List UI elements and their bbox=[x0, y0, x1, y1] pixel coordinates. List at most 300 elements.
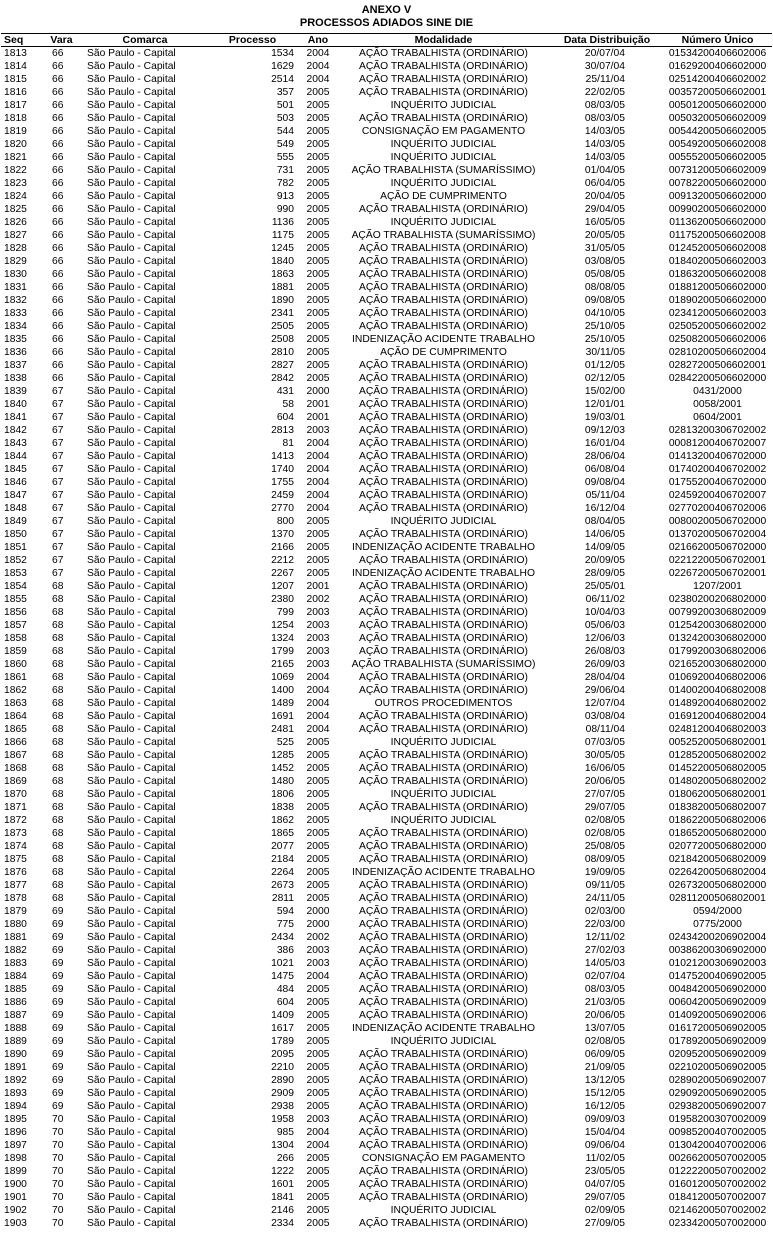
table-row bbox=[1, 645, 772, 658]
cell-modalidade: INQUÉRITO JUDICIAL bbox=[390, 788, 497, 800]
cell-processo: 58 bbox=[282, 398, 294, 410]
cell-numero-unico: 1207/2001 bbox=[693, 580, 742, 592]
cell-comarca: São Paulo - Capital bbox=[87, 268, 176, 280]
table-row bbox=[1, 73, 772, 86]
cell-ano: 2005 bbox=[306, 359, 330, 371]
cell-modalidade: AÇÃO TRABALHISTA (ORDINÁRIO) bbox=[359, 645, 528, 657]
cell-processo: 2210 bbox=[271, 1061, 294, 1073]
cell-modalidade: INQUÉRITO JUDICIAL bbox=[390, 1204, 497, 1216]
cell-seq: 1838 bbox=[4, 372, 27, 384]
cell-comarca: São Paulo - Capital bbox=[87, 359, 176, 371]
cell-modalidade: INDENIZAÇÃO ACIDENTE TRABALHO bbox=[352, 1022, 535, 1034]
column-header-modalidade: Modalidade bbox=[336, 34, 551, 47]
cell-data-distribuicao: 20/05/05 bbox=[584, 229, 625, 241]
cell-comarca: São Paulo - Capital bbox=[87, 996, 176, 1008]
cell-modalidade: AÇÃO TRABALHISTA (ORDINÁRIO) bbox=[359, 944, 528, 956]
cell-seq: 1881 bbox=[4, 931, 27, 943]
cell-vara: 68 bbox=[52, 827, 64, 839]
cell-vara: 66 bbox=[52, 229, 64, 241]
cell-comarca: São Paulo - Capital bbox=[87, 320, 176, 332]
cell-modalidade: AÇÃO TRABALHISTA (ORDINÁRIO) bbox=[359, 385, 528, 397]
table-row bbox=[1, 762, 772, 775]
cell-comarca: São Paulo - Capital bbox=[87, 1139, 176, 1151]
table-row bbox=[1, 450, 772, 463]
cell-numero-unico: 01865200506802000 bbox=[668, 827, 767, 839]
cell-processo: 985 bbox=[276, 1126, 294, 1138]
table-row bbox=[1, 307, 772, 320]
cell-ano: 2005 bbox=[306, 151, 330, 163]
cell-numero-unico: 02909200506902005 bbox=[668, 1087, 767, 1099]
cell-data-distribuicao: 12/11/02 bbox=[585, 931, 625, 943]
table-row bbox=[1, 1035, 772, 1048]
cell-comarca: São Paulo - Capital bbox=[87, 476, 176, 488]
cell-processo: 431 bbox=[276, 385, 294, 397]
cell-seq: 1866 bbox=[4, 736, 27, 748]
cell-comarca: São Paulo - Capital bbox=[87, 671, 176, 683]
cell-seq: 1836 bbox=[4, 346, 27, 358]
cell-numero-unico: 01881200506602000 bbox=[668, 281, 767, 293]
cell-seq: 1816 bbox=[4, 86, 27, 98]
cell-ano: 2005 bbox=[306, 242, 330, 254]
cell-numero-unico: 00913200506602000 bbox=[668, 190, 767, 202]
column-header-numero-unico: Número Único bbox=[663, 34, 772, 47]
cell-data-distribuicao: 26/09/03 bbox=[584, 658, 625, 670]
cell-ano: 2005 bbox=[306, 1048, 330, 1060]
cell-comarca: São Paulo - Capital bbox=[87, 255, 176, 267]
cell-vara: 68 bbox=[52, 775, 64, 787]
cell-numero-unico: 01413200406702000 bbox=[668, 450, 767, 462]
cell-vara: 68 bbox=[52, 879, 64, 891]
cell-numero-unico: 0775/2000 bbox=[693, 918, 742, 930]
cell-vara: 66 bbox=[52, 242, 64, 254]
cell-comarca: São Paulo - Capital bbox=[87, 385, 176, 397]
cell-numero-unico: 00503200506602009 bbox=[668, 112, 767, 124]
cell-processo: 1601 bbox=[271, 1178, 294, 1190]
cell-modalidade: AÇÃO TRABALHISTA (ORDINÁRIO) bbox=[359, 1100, 528, 1112]
cell-processo: 2890 bbox=[271, 1074, 294, 1086]
cell-vara: 68 bbox=[52, 892, 64, 904]
cell-ano: 2002 bbox=[306, 931, 330, 943]
table-row bbox=[1, 775, 772, 788]
cell-numero-unico: 02514200406602002 bbox=[668, 73, 767, 85]
table-row bbox=[1, 814, 772, 827]
table-row bbox=[1, 99, 772, 112]
table-row bbox=[1, 1113, 772, 1126]
cell-vara: 68 bbox=[52, 671, 64, 683]
cell-processo: 1865 bbox=[271, 827, 294, 839]
cell-data-distribuicao: 27/09/05 bbox=[584, 1217, 625, 1229]
cell-ano: 2005 bbox=[306, 749, 330, 761]
cell-data-distribuicao: 25/10/05 bbox=[584, 320, 625, 332]
cell-processo: 1489 bbox=[271, 697, 294, 709]
cell-vara: 67 bbox=[52, 411, 64, 423]
cell-data-distribuicao: 08/04/05 bbox=[584, 515, 625, 527]
cell-data-distribuicao: 25/10/05 bbox=[584, 333, 625, 345]
cell-vara: 70 bbox=[52, 1217, 64, 1229]
table-row bbox=[1, 125, 772, 138]
table-row bbox=[1, 1009, 772, 1022]
cell-seq: 1859 bbox=[4, 645, 27, 657]
cell-vara: 70 bbox=[52, 1165, 64, 1177]
cell-seq: 1827 bbox=[4, 229, 27, 241]
cell-data-distribuicao: 27/02/03 bbox=[584, 944, 625, 956]
cell-seq: 1854 bbox=[4, 580, 27, 592]
cell-data-distribuicao: 25/11/04 bbox=[585, 73, 625, 85]
cell-seq: 1867 bbox=[4, 749, 27, 761]
cell-data-distribuicao: 05/08/05 bbox=[584, 268, 625, 280]
cell-vara: 68 bbox=[52, 697, 64, 709]
cell-data-distribuicao: 08/03/05 bbox=[584, 983, 625, 995]
cell-numero-unico: 01370200506702004 bbox=[668, 528, 767, 540]
cell-modalidade: AÇÃO TRABALHISTA (ORDINÁRIO) bbox=[359, 1165, 528, 1177]
table-row bbox=[1, 385, 772, 398]
cell-numero-unico: 02334200507002000 bbox=[668, 1217, 767, 1229]
table-row bbox=[1, 1217, 772, 1230]
cell-data-distribuicao: 29/06/04 bbox=[584, 684, 625, 696]
cell-processo: 2514 bbox=[271, 73, 294, 85]
cell-comarca: São Paulo - Capital bbox=[87, 1191, 176, 1203]
cell-vara: 68 bbox=[52, 762, 64, 774]
cell-modalidade: AÇÃO TRABALHISTA (ORDINÁRIO) bbox=[359, 840, 528, 852]
cell-numero-unico: 00525200506802001 bbox=[668, 736, 767, 748]
cell-seq: 1860 bbox=[4, 658, 27, 670]
cell-data-distribuicao: 09/11/05 bbox=[585, 879, 625, 891]
cell-comarca: São Paulo - Capital bbox=[87, 216, 176, 228]
cell-ano: 2005 bbox=[306, 125, 330, 137]
cell-seq: 1815 bbox=[4, 73, 27, 85]
cell-processo: 2267 bbox=[271, 567, 294, 579]
table-row bbox=[1, 398, 772, 411]
cell-data-distribuicao: 01/12/05 bbox=[584, 359, 625, 371]
cell-processo: 1740 bbox=[271, 463, 294, 475]
cell-numero-unico: 01534200406602006 bbox=[668, 47, 767, 59]
cell-processo: 1890 bbox=[271, 294, 294, 306]
cell-vara: 68 bbox=[52, 853, 64, 865]
cell-seq: 1891 bbox=[4, 1061, 27, 1073]
cell-comarca: São Paulo - Capital bbox=[87, 346, 176, 358]
cell-comarca: São Paulo - Capital bbox=[87, 489, 176, 501]
cell-seq: 1843 bbox=[4, 437, 27, 449]
cell-ano: 2005 bbox=[306, 307, 330, 319]
cell-processo: 1958 bbox=[271, 1113, 294, 1125]
cell-vara: 66 bbox=[52, 216, 64, 228]
cell-numero-unico: 02166200506702000 bbox=[668, 541, 767, 553]
cell-comarca: São Paulo - Capital bbox=[87, 424, 176, 436]
cell-modalidade: AÇÃO TRABALHISTA (ORDINÁRIO) bbox=[359, 1217, 528, 1229]
table-row bbox=[1, 216, 772, 229]
cell-modalidade: AÇÃO TRABALHISTA (ORDINÁRIO) bbox=[359, 827, 528, 839]
cell-numero-unico: 00549200506602008 bbox=[668, 138, 767, 150]
cell-ano: 2003 bbox=[306, 632, 330, 644]
table-row bbox=[1, 268, 772, 281]
cell-ano: 2004 bbox=[306, 684, 330, 696]
cell-processo: 2264 bbox=[271, 866, 294, 878]
cell-processo: 2813 bbox=[271, 424, 294, 436]
cell-data-distribuicao: 27/07/05 bbox=[584, 788, 625, 800]
cell-data-distribuicao: 10/04/03 bbox=[584, 606, 625, 618]
cell-modalidade: AÇÃO TRABALHISTA (ORDINÁRIO) bbox=[359, 554, 528, 566]
cell-seq: 1852 bbox=[4, 554, 27, 566]
cell-comarca: São Paulo - Capital bbox=[87, 1100, 176, 1112]
cell-modalidade: AÇÃO TRABALHISTA (SUMARÍSSIMO) bbox=[351, 229, 536, 241]
table-row bbox=[1, 528, 772, 541]
cell-modalidade: AÇÃO TRABALHISTA (ORDINÁRIO) bbox=[359, 1126, 528, 1138]
cell-numero-unico: 01304200407002006 bbox=[668, 1139, 767, 1151]
cell-vara: 68 bbox=[52, 866, 64, 878]
cell-ano: 2004 bbox=[306, 970, 330, 982]
cell-processo: 2505 bbox=[271, 320, 294, 332]
cell-comarca: São Paulo - Capital bbox=[87, 1048, 176, 1060]
cell-comarca: São Paulo - Capital bbox=[87, 528, 176, 540]
cell-processo: 525 bbox=[276, 736, 294, 748]
cell-comarca: São Paulo - Capital bbox=[87, 567, 176, 579]
cell-ano: 2005 bbox=[306, 1152, 330, 1164]
table-row bbox=[1, 1139, 772, 1152]
cell-ano: 2005 bbox=[306, 775, 330, 787]
cell-processo: 357 bbox=[276, 86, 294, 98]
table-row bbox=[1, 892, 772, 905]
cell-vara: 69 bbox=[52, 1061, 64, 1073]
cell-modalidade: AÇÃO TRABALHISTA (SUMARÍSSIMO) bbox=[351, 658, 536, 670]
cell-numero-unico: 01480200506802002 bbox=[668, 775, 767, 787]
cell-processo: 544 bbox=[276, 125, 294, 137]
cell-processo: 1838 bbox=[271, 801, 294, 813]
cell-data-distribuicao: 30/07/04 bbox=[584, 60, 625, 72]
cell-processo: 1207 bbox=[271, 580, 294, 592]
cell-modalidade: AÇÃO TRABALHISTA (ORDINÁRIO) bbox=[359, 801, 528, 813]
cell-data-distribuicao: 29/07/05 bbox=[584, 801, 625, 813]
cell-seq: 1877 bbox=[4, 879, 27, 891]
cell-data-distribuicao: 16/12/04 bbox=[584, 502, 625, 514]
cell-modalidade: AÇÃO TRABALHISTA (ORDINÁRIO) bbox=[359, 996, 528, 1008]
table-row bbox=[1, 1165, 772, 1178]
cell-comarca: São Paulo - Capital bbox=[87, 593, 176, 605]
cell-comarca: São Paulo - Capital bbox=[87, 1061, 176, 1073]
cell-seq: 1874 bbox=[4, 840, 27, 852]
cell-modalidade: INQUÉRITO JUDICIAL bbox=[390, 515, 497, 527]
cell-seq: 1831 bbox=[4, 281, 27, 293]
cell-modalidade: INQUÉRITO JUDICIAL bbox=[390, 736, 497, 748]
cell-seq: 1847 bbox=[4, 489, 27, 501]
cell-comarca: São Paulo - Capital bbox=[87, 658, 176, 670]
cell-processo: 1755 bbox=[271, 476, 294, 488]
cell-numero-unico: 01475200406902005 bbox=[668, 970, 767, 982]
cell-ano: 2005 bbox=[306, 1217, 330, 1229]
table-row bbox=[1, 346, 772, 359]
cell-vara: 67 bbox=[52, 528, 64, 540]
cell-processo: 1629 bbox=[271, 60, 294, 72]
cell-processo: 775 bbox=[276, 918, 294, 930]
cell-seq: 1878 bbox=[4, 892, 27, 904]
cell-processo: 1400 bbox=[271, 684, 294, 696]
cell-vara: 69 bbox=[52, 983, 64, 995]
table-row bbox=[1, 632, 772, 645]
cell-seq: 1832 bbox=[4, 294, 27, 306]
cell-processo: 549 bbox=[276, 138, 294, 150]
cell-seq: 1901 bbox=[4, 1191, 27, 1203]
cell-numero-unico: 01789200506902009 bbox=[668, 1035, 767, 1047]
cell-comarca: São Paulo - Capital bbox=[87, 333, 176, 345]
cell-comarca: São Paulo - Capital bbox=[87, 723, 176, 735]
cell-vara: 66 bbox=[52, 333, 64, 345]
table-row bbox=[1, 827, 772, 840]
cell-modalidade: AÇÃO TRABALHISTA (ORDINÁRIO) bbox=[359, 60, 528, 72]
cell-data-distribuicao: 14/06/05 bbox=[584, 528, 625, 540]
cell-numero-unico: 01862200506802006 bbox=[668, 814, 767, 826]
cell-seq: 1820 bbox=[4, 138, 27, 150]
cell-processo: 1285 bbox=[271, 749, 294, 761]
cell-ano: 2005 bbox=[306, 229, 330, 241]
cell-seq: 1823 bbox=[4, 177, 27, 189]
cell-processo: 2380 bbox=[271, 593, 294, 605]
cell-ano: 2004 bbox=[306, 60, 330, 72]
cell-comarca: São Paulo - Capital bbox=[87, 1035, 176, 1047]
cell-data-distribuicao: 24/11/05 bbox=[585, 892, 625, 904]
cell-seq: 1900 bbox=[4, 1178, 27, 1190]
table-row bbox=[1, 801, 772, 814]
table-row bbox=[1, 580, 772, 593]
cell-seq: 1849 bbox=[4, 515, 27, 527]
cell-modalidade: AÇÃO TRABALHISTA (ORDINÁRIO) bbox=[359, 268, 528, 280]
cell-modalidade: AÇÃO TRABALHISTA (ORDINÁRIO) bbox=[359, 892, 528, 904]
cell-numero-unico: 00357200506602001 bbox=[668, 86, 767, 98]
cell-processo: 2508 bbox=[271, 333, 294, 345]
cell-ano: 2005 bbox=[306, 164, 330, 176]
cell-comarca: São Paulo - Capital bbox=[87, 47, 176, 59]
cell-ano: 2001 bbox=[306, 398, 330, 410]
cell-comarca: São Paulo - Capital bbox=[87, 853, 176, 865]
cell-vara: 68 bbox=[52, 593, 64, 605]
cell-comarca: São Paulo - Capital bbox=[87, 1165, 176, 1177]
cell-seq: 1853 bbox=[4, 567, 27, 579]
cell-vara: 66 bbox=[52, 346, 64, 358]
cell-ano: 2005 bbox=[306, 814, 330, 826]
cell-modalidade: AÇÃO TRABALHISTA (ORDINÁRIO) bbox=[359, 853, 528, 865]
cell-seq: 1833 bbox=[4, 307, 27, 319]
cell-numero-unico: 0058/2001 bbox=[693, 398, 742, 410]
cell-numero-unico: 00484200506902000 bbox=[668, 983, 767, 995]
cell-comarca: São Paulo - Capital bbox=[87, 411, 176, 423]
cell-data-distribuicao: 07/03/05 bbox=[584, 736, 625, 748]
table-row bbox=[1, 1087, 772, 1100]
cell-ano: 2005 bbox=[306, 1035, 330, 1047]
cell-numero-unico: 02380200206802000 bbox=[668, 593, 767, 605]
cell-comarca: São Paulo - Capital bbox=[87, 866, 176, 878]
cell-modalidade: AÇÃO TRABALHISTA (ORDINÁRIO) bbox=[359, 320, 528, 332]
cell-comarca: São Paulo - Capital bbox=[87, 1087, 176, 1099]
cell-processo: 1806 bbox=[271, 788, 294, 800]
cell-ano: 2005 bbox=[306, 1165, 330, 1177]
cell-numero-unico: 02890200506902007 bbox=[668, 1074, 767, 1086]
cell-numero-unico: 02481200406802003 bbox=[668, 723, 767, 735]
cell-modalidade: OUTROS PROCEDIMENTOS bbox=[374, 697, 513, 709]
cell-comarca: São Paulo - Capital bbox=[87, 307, 176, 319]
cell-data-distribuicao: 06/08/04 bbox=[584, 463, 625, 475]
cell-data-distribuicao: 31/05/05 bbox=[584, 242, 625, 254]
cell-comarca: São Paulo - Capital bbox=[87, 801, 176, 813]
cell-processo: 1841 bbox=[271, 1191, 294, 1203]
cell-numero-unico: 01175200506602008 bbox=[669, 229, 766, 241]
cell-vara: 70 bbox=[52, 1126, 64, 1138]
table-row bbox=[1, 658, 772, 671]
cell-data-distribuicao: 11/02/05 bbox=[585, 1152, 625, 1164]
cell-data-distribuicao: 30/11/05 bbox=[585, 346, 625, 358]
cell-ano: 2005 bbox=[306, 138, 330, 150]
cell-numero-unico: 01799200306802006 bbox=[668, 645, 767, 657]
cell-processo: 2212 bbox=[271, 554, 294, 566]
cell-seq: 1894 bbox=[4, 1100, 27, 1112]
cell-ano: 2005 bbox=[306, 801, 330, 813]
cell-vara: 68 bbox=[52, 840, 64, 852]
cell-comarca: São Paulo - Capital bbox=[87, 606, 176, 618]
cell-ano: 2004 bbox=[306, 1126, 330, 1138]
cell-data-distribuicao: 20/06/05 bbox=[584, 775, 625, 787]
cell-processo: 594 bbox=[276, 905, 294, 917]
cell-ano: 2005 bbox=[306, 255, 330, 267]
cell-ano: 2000 bbox=[306, 385, 330, 397]
cell-ano: 2004 bbox=[306, 463, 330, 475]
cell-vara: 69 bbox=[52, 918, 64, 930]
cell-data-distribuicao: 02/08/05 bbox=[584, 1035, 625, 1047]
cell-vara: 66 bbox=[52, 177, 64, 189]
cell-modalidade: INQUÉRITO JUDICIAL bbox=[390, 814, 497, 826]
cell-seq: 1890 bbox=[4, 1048, 27, 1060]
cell-seq: 1884 bbox=[4, 970, 27, 982]
cell-comarca: São Paulo - Capital bbox=[87, 1113, 176, 1125]
cell-modalidade: AÇÃO TRABALHISTA (ORDINÁRIO) bbox=[359, 632, 528, 644]
cell-modalidade: AÇÃO TRABALHISTA (ORDINÁRIO) bbox=[359, 606, 528, 618]
table-row bbox=[1, 138, 772, 151]
cell-numero-unico: 02827200506602001 bbox=[668, 359, 767, 371]
cell-numero-unico: 00544200506602005 bbox=[668, 125, 767, 137]
cell-processo: 1617 bbox=[271, 1022, 294, 1034]
cell-numero-unico: 00081200406702007 bbox=[668, 437, 767, 449]
cell-data-distribuicao: 20/07/04 bbox=[584, 47, 625, 59]
cell-comarca: São Paulo - Capital bbox=[87, 294, 176, 306]
table-row bbox=[1, 515, 772, 528]
cell-seq: 1897 bbox=[4, 1139, 27, 1151]
cell-vara: 66 bbox=[52, 268, 64, 280]
cell-modalidade: CONSIGNAÇÃO EM PAGAMENTO bbox=[361, 125, 526, 137]
cell-vara: 69 bbox=[52, 1074, 64, 1086]
cell-vara: 66 bbox=[52, 99, 64, 111]
cell-processo: 1480 bbox=[271, 775, 294, 787]
cell-vara: 70 bbox=[52, 1113, 64, 1125]
table-row bbox=[1, 606, 772, 619]
cell-comarca: São Paulo - Capital bbox=[87, 580, 176, 592]
cell-data-distribuicao: 14/09/05 bbox=[584, 541, 625, 553]
cell-ano: 2004 bbox=[306, 73, 330, 85]
cell-ano: 2005 bbox=[306, 268, 330, 280]
cell-ano: 2004 bbox=[306, 697, 330, 709]
cell-data-distribuicao: 28/06/04 bbox=[584, 450, 625, 462]
cell-ano: 2003 bbox=[306, 424, 330, 436]
cell-vara: 67 bbox=[52, 554, 64, 566]
cell-comarca: São Paulo - Capital bbox=[87, 645, 176, 657]
cell-ano: 2005 bbox=[306, 1074, 330, 1086]
cell-ano: 2005 bbox=[306, 1009, 330, 1021]
cell-ano: 2005 bbox=[306, 996, 330, 1008]
cell-numero-unico: 01838200506802007 bbox=[668, 801, 767, 813]
column-header-seq: Seq bbox=[1, 34, 38, 47]
cell-seq: 1830 bbox=[4, 268, 27, 280]
cell-data-distribuicao: 05/06/03 bbox=[584, 619, 625, 631]
cell-seq: 1844 bbox=[4, 450, 27, 462]
cell-data-distribuicao: 14/03/05 bbox=[584, 138, 625, 150]
cell-data-distribuicao: 20/06/05 bbox=[584, 1009, 625, 1021]
cell-modalidade: AÇÃO TRABALHISTA (ORDINÁRIO) bbox=[359, 307, 528, 319]
cell-modalidade: AÇÃO TRABALHISTA (ORDINÁRIO) bbox=[359, 398, 528, 410]
